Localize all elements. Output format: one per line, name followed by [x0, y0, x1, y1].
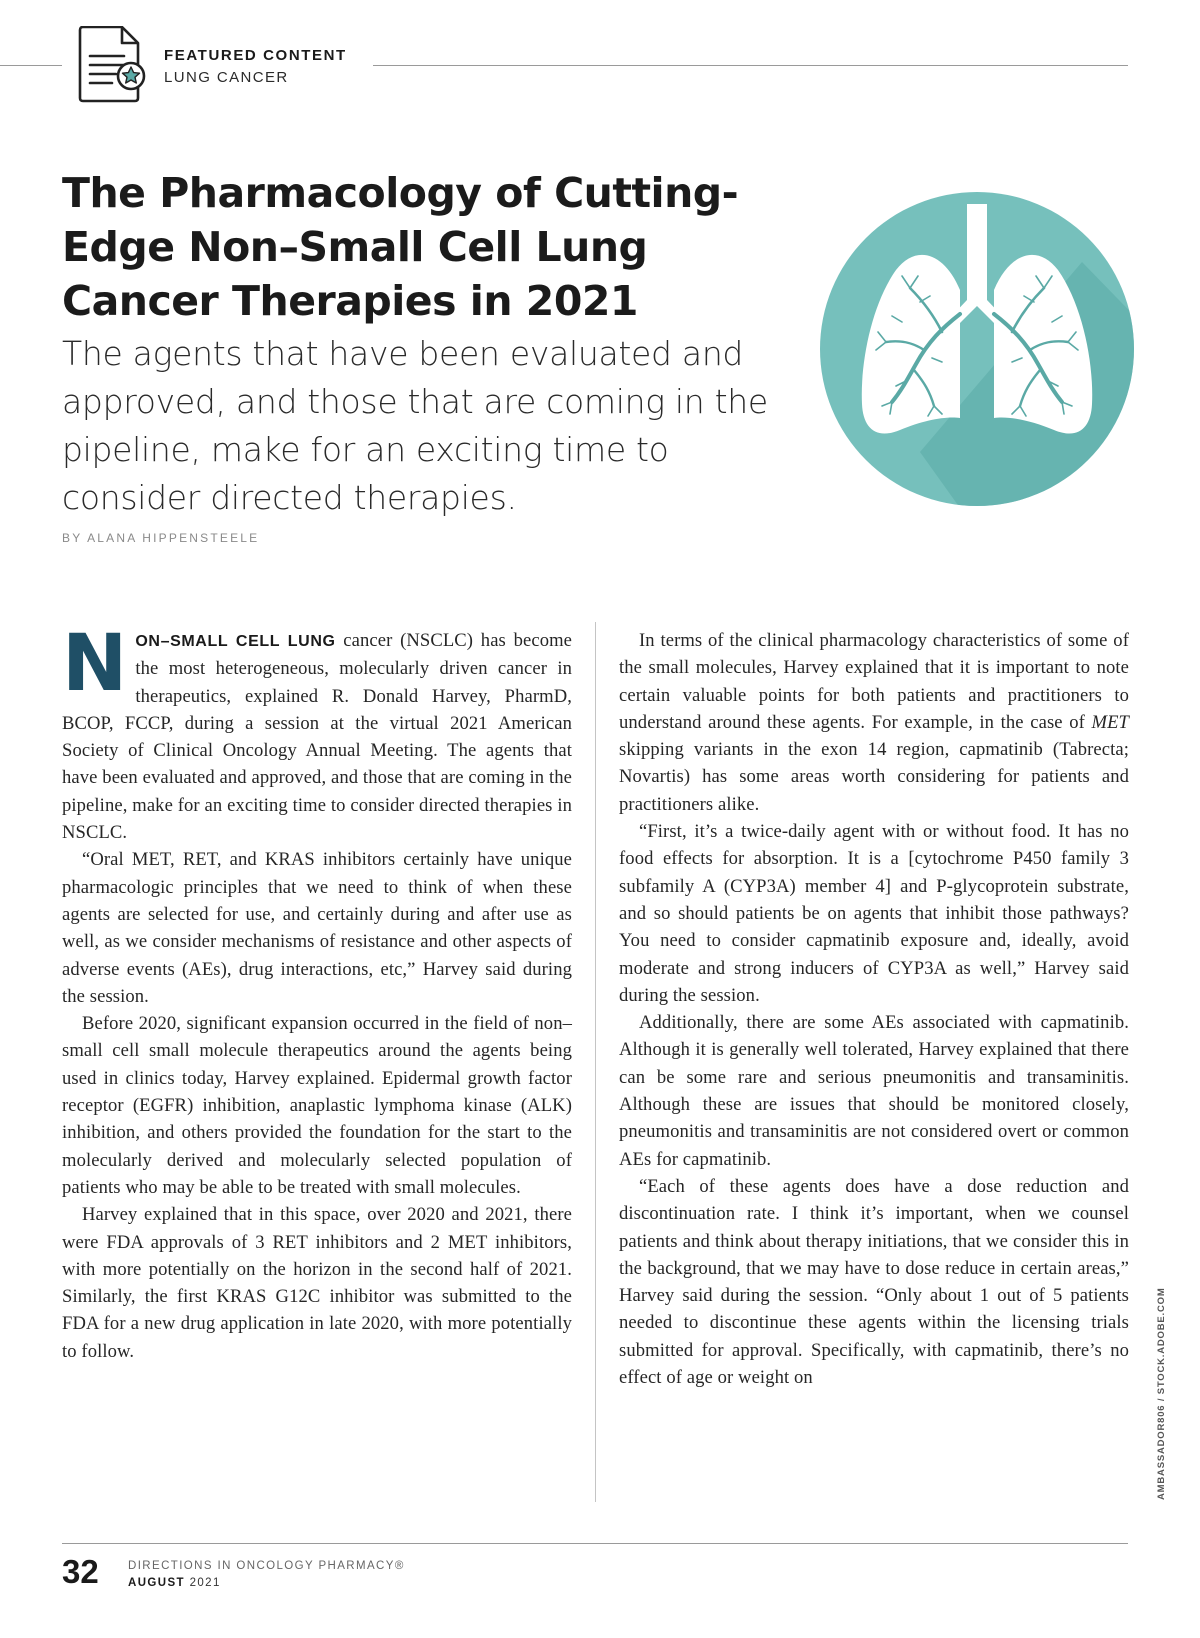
article-subtitle: The agents that have been evaluated and approved, and those that are coming in the pipeline, make for an exciting time to consider directed therapies. — [62, 334, 768, 517]
article-paragraph: Additionally, there are some AEs associated with capmatinib. Although it is generally well tolerated, Harvey explained that there can be some rare and serious pneumonitis and transaminitis. Although these are issues that should be monitored closely, pneumonitis and transaminitis are not considered overt or common AEs for capmatinib. — [619, 1012, 1129, 1170]
issue-year: 2021 — [189, 1577, 221, 1589]
article-paragraph — [62, 619, 573, 846]
article-paragraph — [619, 627, 1129, 818]
section-topic: LUNG CANCER — [164, 69, 289, 86]
article-paragraph: Harvey explained that in this space, over 2020 and 2021, there were FDA approvals of 3 RET inhibitors and 2 MET inhibitors, with more potentially on the horizon in the second half of 2021. Similarly, the first KRAS G12C inhibitor was submitted to the FDA for a new drug application in late 2020, with more potentially to follow. — [62, 1204, 572, 1362]
publication-name: DIRECTIONS IN ONCOLOGY PHARMACY® — [128, 1560, 405, 1572]
article-paragraph: “Each of these agents does have a dose reduction and discontinuation rate. I think it’s important, when we counsel patients and think about therapy initiations, that we consider this in the background, that we may have to dose reduce in certain areas,” Harvey said during the session. “Only about 1 out of 5 patients needed to discontinue these agents within the licensing trials submitted for approval. Specifically, with capmatinib, there’s no effect of age or weight on — [619, 1175, 1129, 1389]
paragraph-text: In terms of the clinical pharmacology characteristics of some of the small molecules, Harvey explained that it is important to note certain valuable points for both patients and practitioners to understand around these agents. For example, in the case of — [619, 630, 1129, 733]
footer-rule — [62, 1543, 1128, 1544]
lead-in: ON–SMALL CELL LUNG — [135, 633, 336, 650]
lungs-icon — [820, 192, 1134, 506]
header-rule-right — [373, 65, 1128, 66]
article-title: The Pharmacology of Cutting-Edge Non–Small Cell Lung Cancer Therapies in 2021 — [62, 169, 739, 325]
article-column-right — [619, 627, 1129, 1391]
issue-month: AUGUST — [128, 1577, 185, 1589]
paragraph-text: skipping variants in the exon 14 region, capmatinib (Tabrecta; Novartis) has some areas worth considering for patients and practitioners alike. — [619, 739, 1129, 815]
article-paragraph: “First, it’s a twice-daily agent with or without food. It has no food effects for absorption. It is a [cytochrome P450 family 3 subfamily A (CYP3A) member 4] and P-glycoprotein substrate, and so should patients be on agents that inhibit those pathways? You need to consider capmatinib exposure and, ideally, avoid moderate and strong inducers of CYP3A as well,” Harvey said during the session. — [619, 821, 1129, 1006]
article-column-left — [62, 619, 573, 1365]
document-star-icon — [78, 26, 150, 106]
article-paragraph: Before 2020, significant expansion occurred in the field of non–small cell small molecule therapeutics around the agents being used in clinics today, Harvey explained. Epidermal growth factor receptor (EGFR) inhibition, anaplastic lymphoma kinase (ALK) inhibition, and others provided the foundation for the start to the molecularly derived and molecularly selected population of patients who may be able to be treated with small molecules. — [62, 1013, 572, 1198]
page-number: 32 — [62, 1553, 99, 1590]
article-paragraph: “Oral MET, RET, and KRAS inhibitors certainly have unique pharmacologic principles that we need to think of when these agents are selected for use, and certainly during and after use as well, as we consider mechanisms of resistance and other aspects of adverse events (AEs), drug interactions, etc,” Harvey said during the session. — [62, 849, 572, 1007]
issue-date — [128, 1577, 221, 1589]
paragraph-text: cancer (NSCLC) has become the most heterogeneous, molecularly driven cancer in therapeutics, explained R. Donald Harvey, PharmD, BCOP, FCCP, during a session at the virtual 2021 American Society of Clinical Oncology Annual Meeting. The agents that have been evaluated and approved, and those that are coming in the pipeline, make for an exciting time to consider directed therapies in NSCLC. — [62, 630, 573, 844]
photo-credit-text: AMBASSADOR806 / STOCK.ADOBE.COM — [1156, 1287, 1167, 1500]
photo-credit — [1156, 1287, 1167, 1500]
gene-term: MET — [1091, 711, 1129, 733]
header-rule-left — [0, 65, 62, 66]
section-label: FEATURED CONTENT — [164, 47, 347, 64]
byline: BY ALANA HIPPENSTEELE — [62, 531, 260, 545]
column-divider — [595, 622, 596, 1502]
dropcap: N — [62, 619, 128, 709]
